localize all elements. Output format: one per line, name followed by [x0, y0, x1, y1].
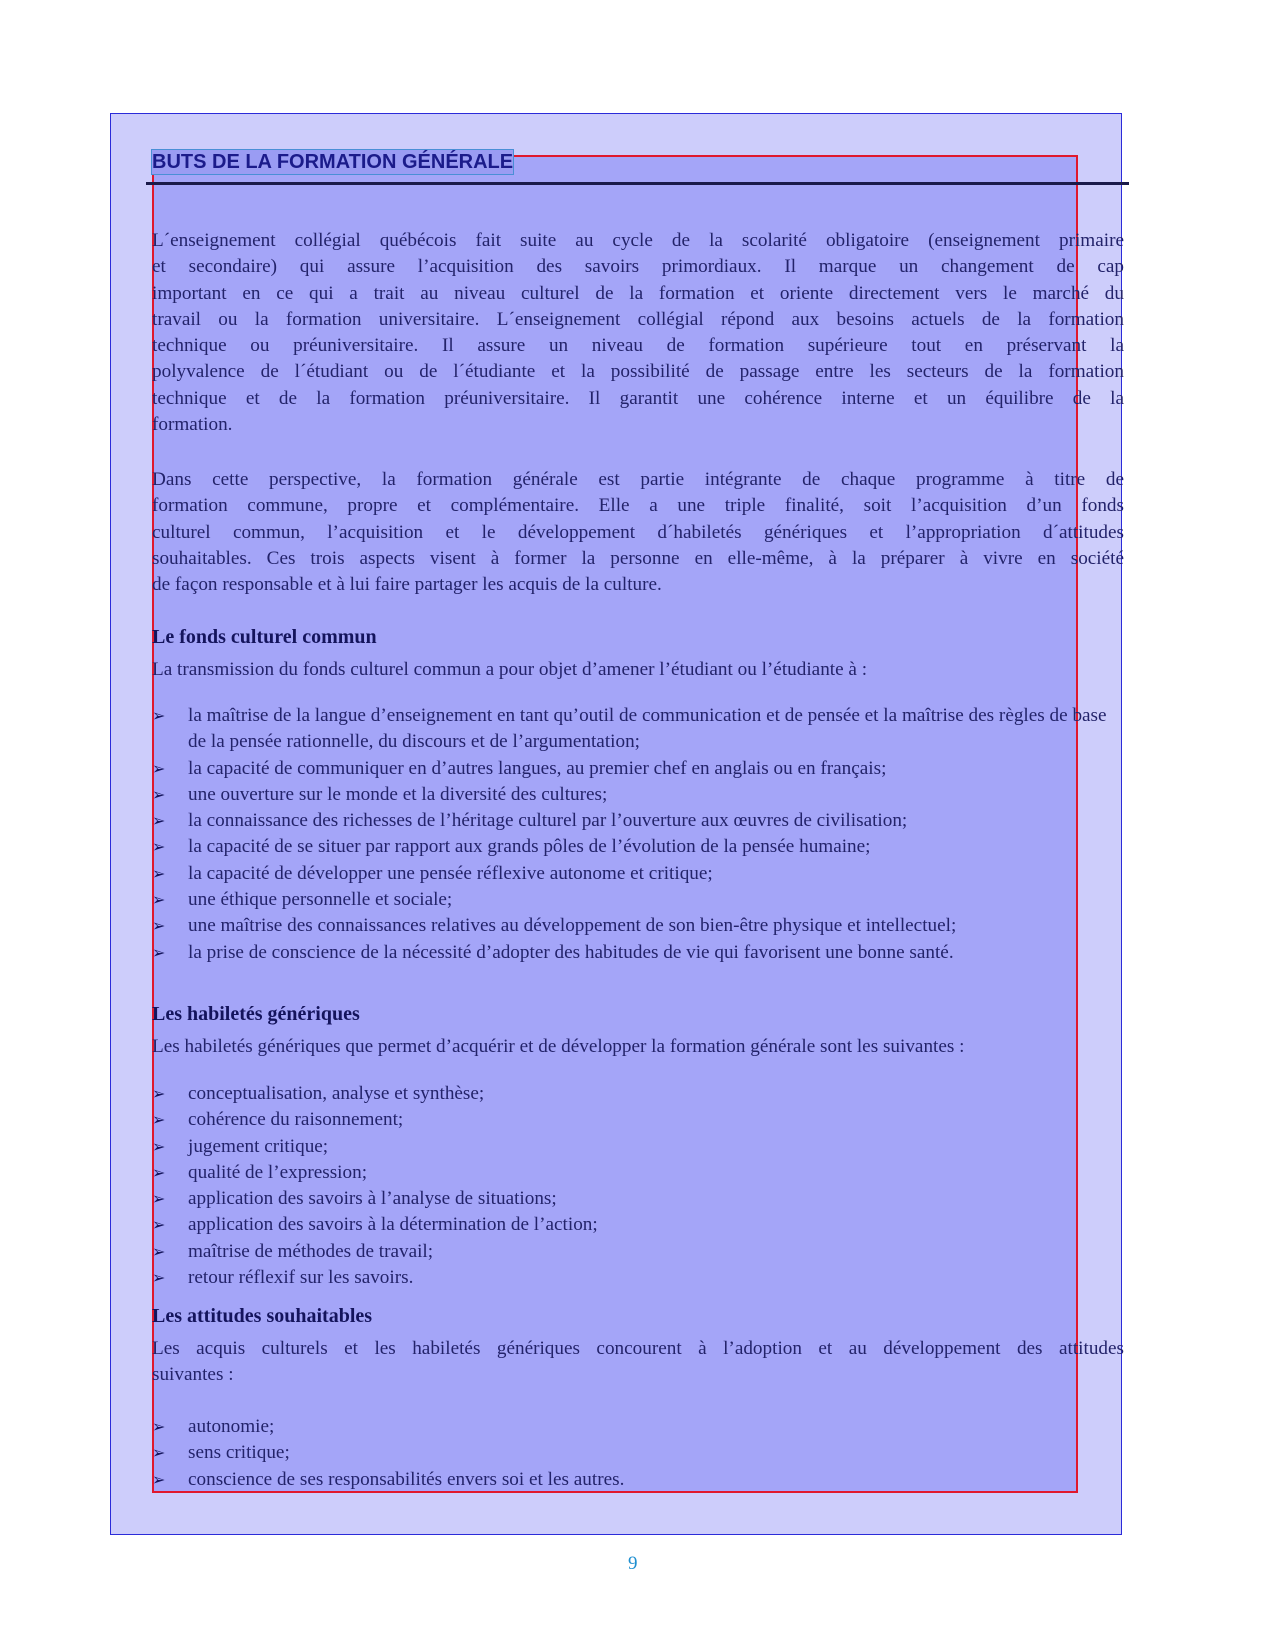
arrow-bullet-icon: ➢ — [152, 863, 166, 883]
arrow-bullet-icon: ➢ — [152, 1268, 166, 1288]
paragraph-line: travail ou la formation universitaire. L´enseignement collégial répond aux besoins actuels de la formation — [152, 308, 1124, 330]
paragraph-line: technique ou préuniversitaire. Il assure un niveau de formation supérieure tout en préservant la — [152, 335, 1124, 357]
intro-fonds-culturel: La transmission du fonds culturel commun a pour objet d’amener l’étudiant ou l’étudiante à : — [152, 659, 868, 680]
page-title: BUTS DE LA FORMATION GÉNÉRALE — [152, 151, 514, 173]
heading-attitudes: Les attitudes souhaitables — [152, 1305, 373, 1327]
list-item — [152, 808, 1124, 834]
list-item-text: maîtrise de méthodes de travail; — [188, 1240, 434, 1262]
list-fonds-culturel — [152, 703, 1124, 966]
list-item-text: la capacité de communiquer en d’autres langues, au premier chef en anglais ou en français; — [188, 757, 887, 779]
paragraph-line: polyvalence de l´étudiant ou de l´étudiante et la possibilité de passage entre les secteurs de la formation — [152, 361, 1124, 383]
paragraph-line: technique et de la formation préuniversitaire. Il garantit une cohérence interne et un équilibre de la — [152, 387, 1124, 409]
arrow-bullet-icon: ➢ — [152, 1136, 166, 1156]
list-item-text: autonomie; — [188, 1416, 275, 1437]
heading-habiletes: Les habiletés génériques — [152, 1003, 360, 1025]
intro-attitudes — [152, 1336, 1124, 1389]
paragraph-line: culturel commun, l’acquisition et le développement d´habiletés génériques et l’appropriation d´attitudes — [152, 521, 1124, 543]
heading-fonds-culturel: Le fonds culturel commun — [152, 626, 377, 648]
page-number: 9 — [628, 1553, 638, 1574]
list-item — [152, 940, 1124, 966]
paragraph-line: suivantes : — [152, 1364, 234, 1386]
list-item — [152, 834, 1124, 860]
list-item — [152, 1440, 1124, 1466]
list-item — [152, 1081, 1124, 1107]
list-item — [152, 782, 1124, 808]
arrow-bullet-icon: ➢ — [152, 942, 166, 962]
arrow-bullet-icon: ➢ — [152, 706, 166, 725]
paragraph-line: et secondaire) qui assure l’acquisition des savoirs primordiaux. Il marque un changement de cap — [152, 256, 1124, 278]
list-item-text: sens critique; — [188, 1442, 290, 1464]
arrow-bullet-icon: ➢ — [152, 784, 166, 804]
arrow-bullet-icon: ➢ — [152, 1215, 166, 1235]
list-item — [152, 1107, 1124, 1133]
list-item — [152, 913, 1124, 939]
arrow-bullet-icon: ➢ — [152, 837, 166, 857]
list-item-text: cohérence du raisonnement; — [188, 1109, 404, 1131]
list-item-text: la capacité de développer une pensée réflexive autonome et critique; — [188, 862, 713, 884]
arrow-bullet-icon: ➢ — [152, 1084, 166, 1103]
list-attitudes — [152, 1414, 1124, 1493]
list-habiletes — [152, 1081, 1124, 1291]
list-item-text: conceptualisation, analyse et synthèse; — [188, 1083, 485, 1104]
arrow-bullet-icon: ➢ — [152, 1241, 166, 1261]
list-item — [152, 703, 1124, 756]
list-item — [152, 1467, 1124, 1493]
paragraph-line: Les acquis culturels et les habiletés génériques concourent à l’adoption et au développement des attitudes — [152, 1338, 1124, 1359]
paragraph-line: important en ce qui a trait au niveau culturel de la formation et oriente directement vers le marché du — [152, 282, 1124, 304]
list-item-text: qualité de l’expression; — [188, 1161, 368, 1183]
arrow-bullet-icon: ➢ — [152, 811, 166, 831]
list-item — [152, 1134, 1124, 1160]
arrow-bullet-icon: ➢ — [152, 1110, 166, 1130]
list-item-text: une ouverture sur le monde et la diversité des cultures; — [188, 783, 608, 805]
arrow-bullet-icon: ➢ — [152, 1469, 166, 1489]
arrow-bullet-icon: ➢ — [152, 890, 166, 910]
paragraph-line: souhaitables. Ces trois aspects visent à former la personne en elle-même, à la préparer à vivre en société — [152, 547, 1124, 569]
list-item-text: retour réflexif sur les savoirs. — [188, 1267, 414, 1289]
arrow-bullet-icon: ➢ — [152, 758, 166, 778]
list-item-text: la maîtrise de la langue d’enseignement en tant qu’outil de communication et de pensée et la maîtrise des règles de base de la pensée rationnelle, du discours et de l’argumentation; — [188, 705, 1107, 753]
paragraph-line: formation. — [152, 414, 233, 436]
paragraph-line: L´enseignement collégial québécois fait suite au cycle de la scolarité obligatoire (enseignement primaire — [152, 230, 1124, 251]
list-item — [152, 1160, 1124, 1186]
paragraph-line: formation commune, propre et complémentaire. Elle a une triple finalité, soit l’acquisition d’un fonds — [152, 495, 1124, 517]
title-divider — [146, 182, 1129, 185]
list-item — [152, 756, 1124, 782]
list-item-text: une maîtrise des connaissances relatives au développement de son bien-être physique et intellectuel; — [188, 915, 957, 937]
perspective-paragraph — [152, 467, 1124, 598]
list-item-text: la connaissance des richesses de l’héritage culturel par l’ouverture aux œuvres de civilisation; — [188, 810, 908, 832]
list-item — [152, 1186, 1124, 1212]
list-item-text: conscience de ses responsabilités envers soi et les autres. — [188, 1468, 625, 1490]
arrow-bullet-icon: ➢ — [152, 1443, 166, 1463]
list-item — [152, 887, 1124, 913]
list-item-text: la capacité de se situer par rapport aux grands pôles de l’évolution de la pensée humaine; — [188, 836, 871, 858]
paragraph-line: de façon responsable et à lui faire partager les acquis de la culture. — [152, 574, 662, 596]
intro-paragraph — [152, 228, 1124, 438]
arrow-bullet-icon: ➢ — [152, 916, 166, 936]
arrow-bullet-icon: ➢ — [152, 1189, 166, 1209]
list-item — [152, 1414, 1124, 1440]
list-item-text: application des savoirs à la détermination de l’action; — [188, 1214, 598, 1236]
arrow-bullet-icon: ➢ — [152, 1417, 166, 1436]
list-item-text: application des savoirs à l’analyse de situations; — [188, 1188, 557, 1210]
list-item — [152, 861, 1124, 887]
list-item — [152, 1265, 1124, 1291]
arrow-bullet-icon: ➢ — [152, 1162, 166, 1182]
paragraph-line: Dans cette perspective, la formation générale est partie intégrante de chaque programme à titre de — [152, 469, 1124, 490]
list-item — [152, 1212, 1124, 1238]
intro-habiletes: Les habiletés génériques que permet d’acquérir et de développer la formation générale sont les suivantes : — [152, 1036, 965, 1057]
list-item-text: jugement critique; — [188, 1135, 329, 1157]
list-item-text: la prise de conscience de la nécessité d’adopter des habitudes de vie qui favorisent une bonne santé. — [188, 941, 954, 963]
list-item — [152, 1239, 1124, 1265]
list-item-text: une éthique personnelle et sociale; — [188, 889, 453, 911]
